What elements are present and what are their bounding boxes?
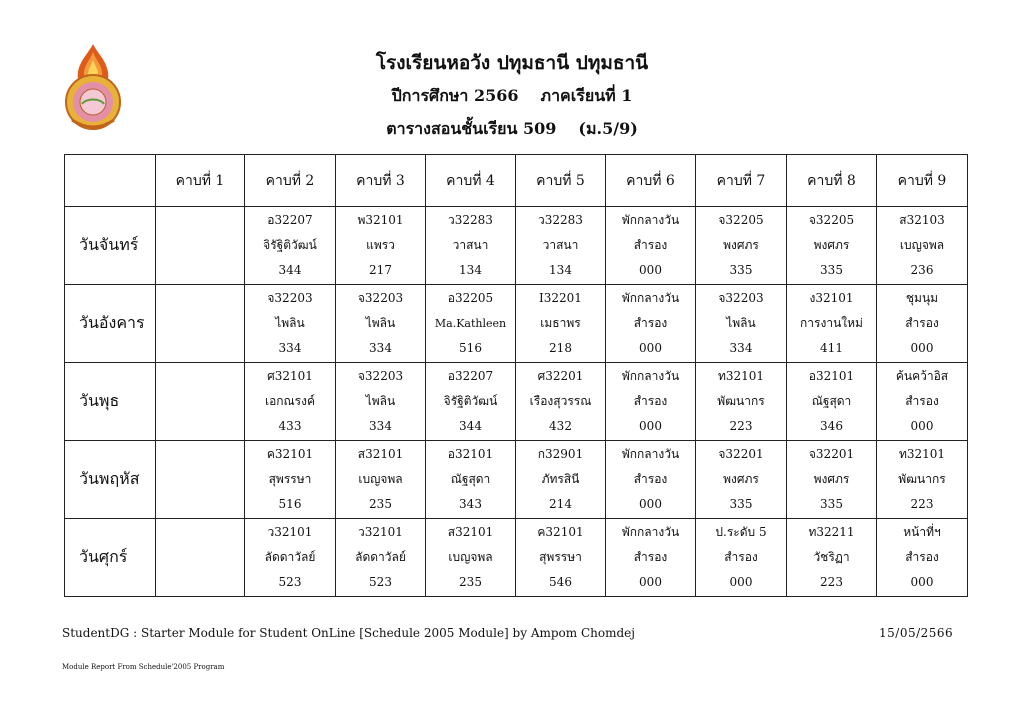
- report-note: Module Report From Schedule'2005 Program: [62, 663, 225, 671]
- period-cell: [787, 441, 877, 519]
- subject-code: จ32205: [718, 213, 764, 227]
- period-cell: [336, 207, 426, 285]
- day-label: วันจันทร์: [65, 207, 156, 285]
- room-number: 223: [820, 575, 843, 589]
- room-number: 343: [459, 497, 482, 511]
- room-number: 223: [910, 497, 934, 511]
- period-cell: [877, 519, 968, 597]
- room-number: 516: [278, 497, 302, 511]
- room-number: 000: [639, 419, 662, 433]
- teacher-name: ไพลิน: [726, 316, 756, 330]
- day-label: วันพฤหัส: [65, 441, 156, 519]
- subject-code: ว32101: [267, 525, 313, 539]
- teacher-name: สำรอง: [905, 394, 939, 408]
- subject-code: อ32205: [447, 291, 494, 305]
- teacher-name: สำรอง: [905, 316, 939, 330]
- room-number: 334: [278, 341, 302, 355]
- period-cell: [696, 363, 787, 441]
- teacher-name: ลัดดาวัลย์: [355, 550, 406, 564]
- teacher-name: พัฒนากร: [898, 472, 946, 486]
- subject-code: ง32101: [809, 291, 854, 305]
- table-row: [65, 519, 968, 597]
- teacher-name: ภัทรสินี: [541, 472, 580, 486]
- teacher-name: การงานใหม่: [800, 316, 863, 330]
- subject-code: ท32101: [898, 447, 946, 461]
- period-cell: [606, 363, 696, 441]
- period-cell: [606, 207, 696, 285]
- teacher-name: ลัดดาวัลย์: [264, 550, 316, 564]
- subject-code: ว32283: [538, 213, 583, 227]
- period-cell: [426, 519, 516, 597]
- header-row: [65, 155, 968, 207]
- subject-code: อ32101: [447, 447, 494, 461]
- period-cell: [696, 285, 787, 363]
- period-cell: [606, 519, 696, 597]
- period-cell: [245, 519, 336, 597]
- subject-code: พ32101: [357, 213, 404, 227]
- subject-code: จ32201: [718, 447, 764, 461]
- subject-code: ค้นคว้าอิส: [895, 369, 949, 383]
- period-cell: [245, 441, 336, 519]
- teacher-name: พงศภร: [723, 472, 759, 486]
- teacher-name: สำรอง: [724, 550, 758, 564]
- room-number: 344: [278, 263, 302, 277]
- period-cell: [606, 285, 696, 363]
- period-cell: [156, 207, 245, 285]
- period-cell: [606, 441, 696, 519]
- period-cell: [336, 441, 426, 519]
- schedule-title: ตารางสอนชั้นเรียน 509: [386, 119, 557, 138]
- period-cell: [245, 285, 336, 363]
- room-number: 134: [549, 263, 572, 277]
- period-cell: [245, 207, 336, 285]
- period-cell: [336, 519, 426, 597]
- period-header: คาบที่ 7: [696, 155, 787, 207]
- period-cell: [696, 519, 787, 597]
- period-cell: [877, 363, 968, 441]
- room-number: 432: [549, 419, 572, 433]
- subject-code: พักกลางวัน: [621, 447, 680, 461]
- room-number: 235: [459, 575, 482, 589]
- subject-code: จ32203: [718, 291, 764, 305]
- period-cell: [336, 285, 426, 363]
- teacher-name: วาสนา: [452, 238, 489, 252]
- period-cell: [426, 363, 516, 441]
- class-code: (ม.5/9): [578, 119, 638, 138]
- subject-code: ป.ระดับ 5: [715, 525, 767, 539]
- room-number: 218: [549, 341, 572, 355]
- room-number: 344: [459, 419, 482, 433]
- teacher-name: เมธาพร: [540, 316, 581, 330]
- period-cell: [787, 519, 877, 597]
- room-number: 000: [910, 341, 934, 355]
- subject-code: พักกลางวัน: [621, 213, 680, 227]
- room-number: 334: [729, 341, 753, 355]
- room-number: 214: [549, 497, 572, 511]
- teacher-name: สำรอง: [905, 550, 939, 564]
- room-number: 217: [369, 263, 392, 277]
- period-header: คาบที่ 1: [156, 155, 245, 207]
- teacher-name: สำรอง: [633, 238, 668, 252]
- subject-code: จ32203: [357, 291, 404, 305]
- teacher-name: เบญจพล: [899, 238, 945, 252]
- period-cell: [877, 207, 968, 285]
- teacher-name: เบญจพล: [448, 550, 493, 564]
- period-header: คาบที่ 2: [245, 155, 336, 207]
- period-cell: [516, 363, 606, 441]
- period-header: คาบที่ 6: [606, 155, 696, 207]
- teacher-name: เบญจพล: [358, 472, 403, 486]
- day-label: วันพุธ: [65, 363, 156, 441]
- teacher-name: วัชริฏา: [813, 550, 850, 564]
- subject-code: ว32101: [358, 525, 403, 539]
- teacher-name: สำรอง: [633, 550, 668, 564]
- subject-code: พักกลางวัน: [621, 291, 680, 305]
- period-cell: [336, 363, 426, 441]
- room-number: 000: [639, 497, 662, 511]
- period-header: คาบที่ 9: [877, 155, 968, 207]
- teacher-name: สุพรรษา: [539, 550, 582, 564]
- teacher-name: จิรัฐิติวัฒน์: [263, 238, 317, 252]
- period-cell: [156, 519, 245, 597]
- subject-code: จ32201: [808, 447, 855, 461]
- schedule-table: [64, 154, 968, 597]
- period-cell: [516, 207, 606, 285]
- subject-code: อ32207: [447, 369, 494, 383]
- room-number: 411: [820, 341, 843, 355]
- teacher-name: สุพรรษา: [268, 472, 312, 486]
- teacher-name: Ma.Kathleen: [434, 317, 507, 330]
- subject-code: อ32207: [267, 213, 313, 227]
- period-cell: [877, 285, 968, 363]
- period-header: คาบที่ 4: [426, 155, 516, 207]
- period-cell: [156, 363, 245, 441]
- teacher-name: ณัฐสุดา: [450, 472, 491, 486]
- footer-credit: StudentDG : Starter Module for Student OnLine [Schedule 2005 Module] by Ampom Chomdej: [62, 626, 635, 640]
- teacher-name: พงศภร: [813, 472, 850, 486]
- teacher-name: ไพลิน: [275, 316, 305, 330]
- period-header: คาบที่ 5: [516, 155, 606, 207]
- subject-code: จ32205: [808, 213, 855, 227]
- teacher-name: วาสนา: [542, 238, 579, 252]
- period-cell: [156, 285, 245, 363]
- subject-code: ศ32101: [267, 369, 313, 383]
- room-number: 335: [729, 497, 753, 511]
- corner-cell: [65, 155, 156, 207]
- room-number: 516: [459, 341, 482, 355]
- period-cell: [516, 441, 606, 519]
- subject-code: อ32101: [808, 369, 855, 383]
- period-cell: [696, 207, 787, 285]
- room-number: 335: [729, 263, 753, 277]
- period-cell: [156, 441, 245, 519]
- subject-code: ส32103: [899, 213, 945, 227]
- subject-code: ค32101: [537, 525, 584, 539]
- room-number: 000: [729, 575, 753, 589]
- term-line: [0, 84, 1024, 109]
- period-header: คาบที่ 3: [336, 155, 426, 207]
- room-number: 334: [369, 341, 392, 355]
- subject-code: จ32203: [357, 369, 404, 383]
- school-name: โรงเรียนหอวัง ปทุมธานี ปทุมธานี: [375, 52, 649, 74]
- schedule-title-line: [0, 117, 1024, 142]
- table-row: [65, 441, 968, 519]
- room-number: 346: [820, 419, 843, 433]
- subject-code: ส32101: [357, 447, 404, 461]
- subject-code: ว32283: [448, 213, 493, 227]
- period-cell: [245, 363, 336, 441]
- teacher-name: เอกณรงค์: [264, 394, 316, 408]
- room-number: 523: [278, 575, 302, 589]
- period-cell: [877, 441, 968, 519]
- day-label: วันอังคาร: [65, 285, 156, 363]
- period-cell: [787, 363, 877, 441]
- subject-code: ศ32201: [537, 369, 584, 383]
- teacher-name: สำรอง: [633, 394, 668, 408]
- teacher-name: สำรอง: [633, 316, 668, 330]
- room-number: 523: [369, 575, 392, 589]
- teacher-name: ณัฐสุดา: [811, 394, 852, 408]
- period-cell: [426, 207, 516, 285]
- period-cell: [426, 285, 516, 363]
- room-number: 223: [729, 419, 753, 433]
- room-number: 433: [278, 419, 302, 433]
- table-row: [65, 207, 968, 285]
- period-cell: [516, 519, 606, 597]
- room-number: 000: [639, 263, 662, 277]
- room-number: 335: [820, 263, 843, 277]
- subject-code: หน้าที่ฯ: [903, 525, 941, 539]
- teacher-name: ไพลิน: [365, 316, 396, 330]
- subject-code: ท32211: [808, 525, 855, 539]
- room-number: 546: [549, 575, 572, 589]
- table-row: [65, 285, 968, 363]
- academic-year: ปีการศึกษา 2566: [391, 86, 519, 105]
- room-number: 334: [369, 419, 392, 433]
- teacher-name: พงศภร: [813, 238, 850, 252]
- period-cell: [516, 285, 606, 363]
- period-cell: [426, 441, 516, 519]
- subject-code: ท32101: [717, 369, 765, 383]
- day-label: วันศุกร์: [65, 519, 156, 597]
- teacher-name: พงศภร: [723, 238, 759, 252]
- subject-code: ส32101: [447, 525, 494, 539]
- subject-code: I32201: [539, 291, 582, 305]
- teacher-name: เรืองสุวรรณ: [529, 394, 592, 408]
- room-number: 000: [639, 575, 662, 589]
- period-header: คาบที่ 8: [787, 155, 877, 207]
- subject-code: ชุมนุม: [905, 291, 939, 305]
- teacher-name: ไพลิน: [365, 394, 396, 408]
- table-row: [65, 363, 968, 441]
- teacher-name: จิรัฐิติวัฒน์: [443, 394, 498, 408]
- room-number: 335: [820, 497, 843, 511]
- subject-code: พักกลางวัน: [621, 369, 680, 383]
- subject-code: ค32101: [266, 447, 314, 461]
- subject-code: พักกลางวัน: [621, 525, 680, 539]
- teacher-name: แพรว: [366, 238, 395, 252]
- room-number: 235: [369, 497, 392, 511]
- print-date: 15/05/2566: [879, 626, 954, 640]
- subject-code: ก32901: [537, 447, 584, 461]
- room-number: 000: [910, 575, 934, 589]
- semester: ภาคเรียนที่ 1: [540, 86, 633, 105]
- room-number: 000: [639, 341, 662, 355]
- room-number: 000: [910, 419, 934, 433]
- room-number: 134: [459, 263, 482, 277]
- teacher-name: พัฒนากร: [717, 394, 765, 408]
- period-cell: [787, 285, 877, 363]
- room-number: 236: [910, 263, 934, 277]
- subject-code: จ32203: [267, 291, 313, 305]
- teacher-name: สำรอง: [633, 472, 668, 486]
- period-cell: [787, 207, 877, 285]
- period-cell: [696, 441, 787, 519]
